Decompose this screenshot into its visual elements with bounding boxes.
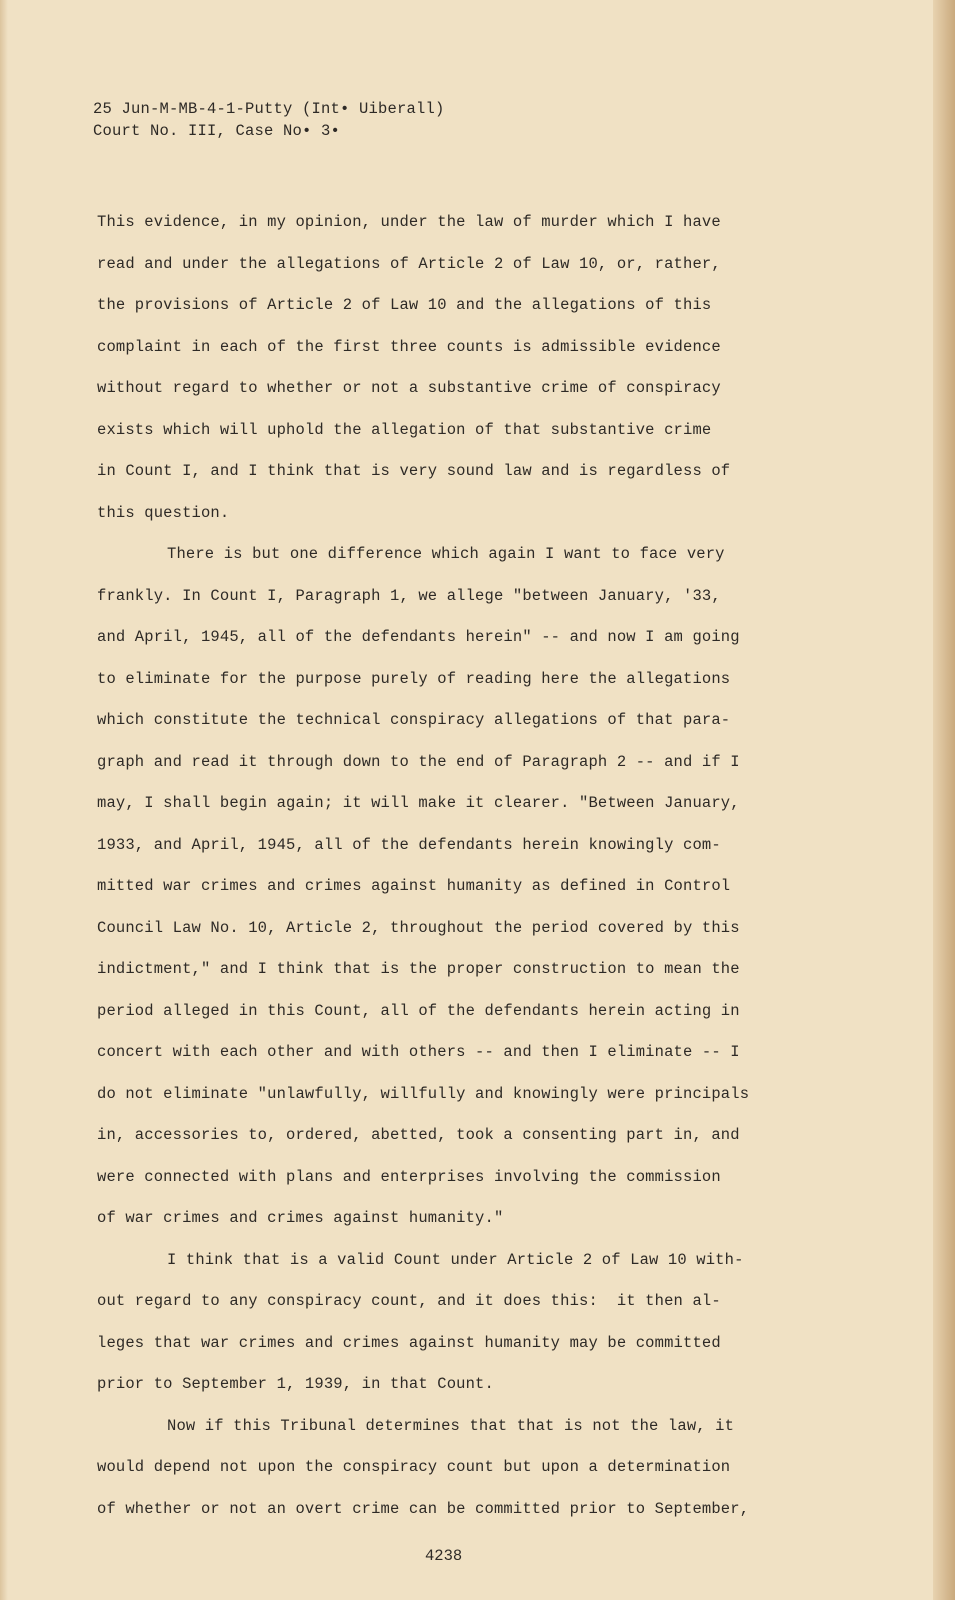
text-line: indictment," and I think that is the proper construction to mean the <box>97 960 740 978</box>
text-line: to eliminate for the purpose purely of reading here the allegations <box>97 669 731 688</box>
text-line: were connected with plans and enterprises involving the commission <box>97 1167 721 1186</box>
text-line: of whether or not an overt crime can be committed prior to September, <box>97 1499 750 1518</box>
text-line: do not eliminate "unlawfully, willfully and knowingly were principals <box>97 1084 750 1103</box>
text-line: exists which will uphold the allegation of that substantive crime <box>97 420 712 439</box>
text-line: of war crimes and crimes against humanity." <box>97 1209 504 1227</box>
text-line: I think that is a valid Count under Article 2 of Law 10 with- <box>167 1250 744 1269</box>
document-header <box>93 98 445 142</box>
text-line: This evidence, in my opinion, under the law of murder which I have <box>97 213 721 231</box>
text-line: graph and read it through down to the end of Paragraph 2 -- and if I <box>97 752 740 771</box>
paragraph <box>97 1240 817 1406</box>
page-left-edge <box>0 0 8 1600</box>
page-right-edge <box>933 0 955 1600</box>
text-line: in, accessories to, ordered, abetted, took a consenting part in, and <box>97 1126 740 1144</box>
header-line-2: Court No. III, Case No• 3• <box>93 122 341 140</box>
text-line: Council Law No. 10, Article 2, throughout the period covered by this <box>97 918 740 937</box>
document-body <box>97 202 817 1530</box>
paragraph <box>97 202 817 534</box>
text-line: prior to September 1, 1939, in that Count. <box>97 1375 494 1393</box>
text-line: without regard to whether or not a substantive crime of conspiracy <box>97 379 721 397</box>
paragraph <box>97 534 817 1240</box>
page-number: 4238 <box>425 1547 463 1565</box>
header-line-1: 25 Jun-M-MB-4-1-Putty (Int• Uiberall) <box>93 100 445 118</box>
text-line: frankly. In Count I, Paragraph 1, we allege "between January, '33, <box>97 586 721 605</box>
text-line: which constitute the technical conspiracy allegations of that para- <box>97 711 731 729</box>
text-line: There is but one difference which again I want to face very <box>167 545 725 563</box>
text-line: in Count I, and I think that is very sound law and is regardless of <box>97 462 731 480</box>
text-line: Now if this Tribunal determines that that is not the law, it <box>167 1416 735 1435</box>
text-line: this question. <box>97 503 230 522</box>
text-line: mitted war crimes and crimes against humanity as defined in Control <box>97 877 731 895</box>
text-line: 1933, and April, 1945, all of the defendants herein knowingly com- <box>97 835 721 854</box>
text-line: complaint in each of the first three counts is admissible evidence <box>97 337 721 356</box>
text-line: and April, 1945, all of the defendants herein" -- and now I am going <box>97 628 740 646</box>
text-line: out regard to any conspiracy count, and it does this: it then al- <box>97 1292 721 1310</box>
text-line: the provisions of Article 2 of Law 10 and the allegations of this <box>97 296 712 314</box>
text-line: concert with each other and with others -- and then I eliminate -- I <box>97 1043 740 1061</box>
text-line: may, I shall begin again; it will make it clearer. "Between January, <box>97 794 740 812</box>
text-line: leges that war crimes and crimes against humanity may be committed <box>97 1333 721 1352</box>
text-line: period alleged in this Count, all of the defendants herein acting in <box>97 1001 740 1020</box>
paragraph <box>97 1406 817 1531</box>
text-line: would depend not upon the conspiracy count but upon a determination <box>97 1458 731 1476</box>
text-line: read and under the allegations of Article 2 of Law 10, or, rather, <box>97 254 721 273</box>
